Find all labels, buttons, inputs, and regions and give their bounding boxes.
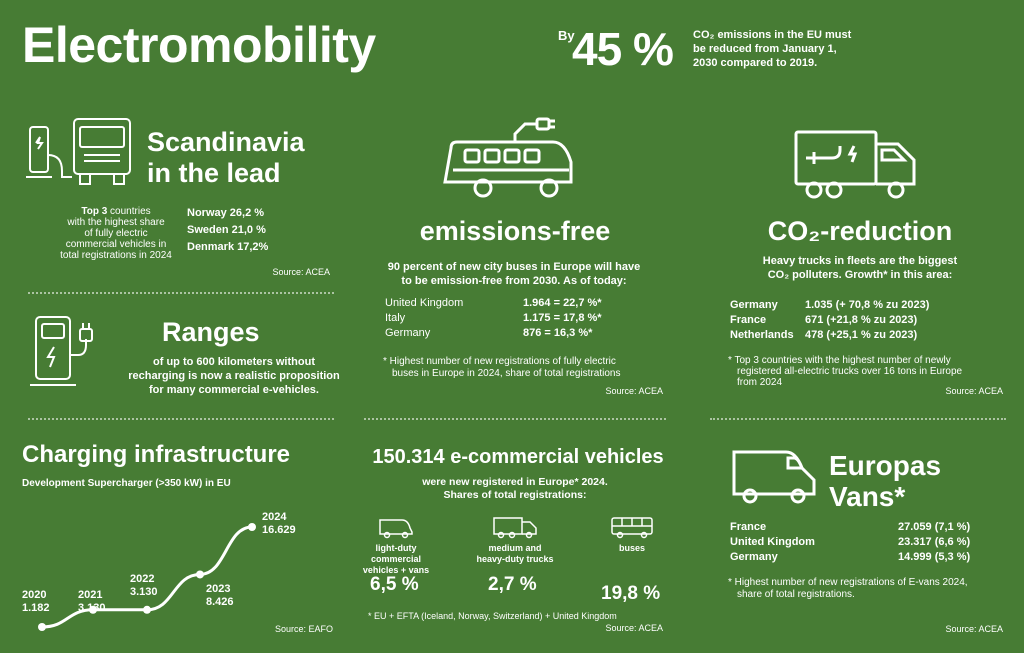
table-row: United Kingdom 1.964 = 22,7 %* bbox=[385, 297, 602, 309]
data-label: 3.130 bbox=[78, 602, 106, 614]
headline-percent: 45 % bbox=[572, 23, 673, 75]
data-point bbox=[248, 523, 256, 531]
ecommercial-subtitle: were new registered in Europe* 2024. Shares of total registrations: bbox=[422, 476, 608, 501]
headline-text: CO₂ emissions in the EU must be reduced from January 1, 2030 compared to 2019. bbox=[693, 29, 852, 69]
table-row: France 671 (+21,8 % zu 2023) bbox=[730, 314, 918, 326]
buses-title: emissions-free bbox=[419, 216, 611, 246]
buses-category-label: buses bbox=[618, 543, 645, 553]
list-item: Sweden 21,0 % bbox=[187, 224, 266, 236]
data-point bbox=[196, 570, 204, 578]
page-title: Electromobility bbox=[22, 17, 376, 73]
list-item: Norway 26,2 % bbox=[187, 207, 265, 219]
bus-icon bbox=[610, 516, 654, 538]
data-point bbox=[143, 606, 151, 614]
table-row: Germany 876 = 16,3 %* bbox=[385, 327, 593, 339]
ecommercial-note: * EU + EFTA (Iceland, Norway, Switzerland) + United Kingdom bbox=[368, 611, 617, 621]
table-row: Germany 14.999 (5,3 %) bbox=[730, 551, 971, 563]
charging-source: Source: EAFO bbox=[274, 624, 333, 634]
x-tick-label: 2022 bbox=[130, 573, 155, 585]
list-item: Denmark 17,2% bbox=[187, 241, 269, 253]
vans-title: Europas Vans* bbox=[829, 450, 942, 512]
ecommercial-source: Source: ACEA bbox=[605, 623, 663, 633]
ranges-text: of up to 600 kilometers without recharging is now a realistic proposition for many commercial e-vehicles. bbox=[128, 356, 340, 396]
delivery-van-icon bbox=[730, 448, 818, 504]
data-point bbox=[38, 623, 46, 631]
scandinavia-description: Top 3 countries with the highest share of fully electric commercial vehicles in total registrations in 2024 bbox=[60, 206, 172, 261]
table-row: United Kingdom 23.317 (6,6 %) bbox=[730, 536, 971, 548]
trucks-note: * Top 3 countries with the highest number of newly registered all-electric trucks over 16 tons in Europe from 2024 bbox=[728, 355, 963, 388]
trucks-title: CO₂-reduction bbox=[767, 216, 953, 246]
truck-icon bbox=[492, 516, 538, 538]
divider bbox=[710, 418, 1006, 420]
trucks-share-value: 2,7 % bbox=[488, 574, 537, 595]
x-tick-label: 2024 bbox=[262, 511, 287, 523]
trucks-category-label: medium and heavy-duty trucks bbox=[476, 543, 554, 564]
data-label: 8.426 bbox=[206, 596, 234, 608]
trucks-table bbox=[730, 298, 1000, 343]
vans-category-label: light-duty commercial vehicles + vans bbox=[362, 543, 430, 575]
table-row: Germany 1.035 (+ 70,8 % zu 2023) bbox=[730, 299, 930, 311]
buses-text: 90 percent of new city buses in Europe will have to be emission-free from 2030. As of today: bbox=[387, 261, 641, 287]
vans-note: * Highest number of new registrations of E-vans 2024, share of total registrations. bbox=[728, 577, 968, 600]
buses-source: Source: ACEA bbox=[605, 386, 663, 396]
electric-truck-icon bbox=[792, 128, 924, 200]
charging-title: Charging infrastructure bbox=[22, 441, 291, 468]
vans-source: Source: ACEA bbox=[945, 624, 1003, 634]
x-tick-label: 2020 bbox=[22, 589, 47, 601]
electric-bus-icon bbox=[445, 118, 585, 200]
ranges-title: Ranges bbox=[162, 317, 260, 347]
x-tick-label: 2021 bbox=[78, 589, 103, 601]
trucks-text: Heavy trucks in fleets are the biggest CO₂ polluters. Growth* in this area: bbox=[762, 255, 958, 281]
data-label: 16.629 bbox=[262, 524, 296, 536]
trucks-source: Source: ACEA bbox=[945, 386, 1003, 396]
table-row: Netherlands 478 (+25,1 % zu 2023) bbox=[730, 329, 918, 341]
table-row: Italy 1.175 = 17,8 %* bbox=[385, 312, 602, 324]
data-label: 3.130 bbox=[130, 586, 158, 598]
x-tick-label: 2023 bbox=[206, 583, 231, 595]
buses-table bbox=[385, 296, 655, 341]
divider bbox=[364, 418, 666, 420]
table-row: France 27.059 (7,1 %) bbox=[730, 521, 971, 533]
charging-subtitle: Development Supercharger (>350 kW) in EU bbox=[22, 478, 231, 489]
data-label: 1.182 bbox=[22, 602, 50, 614]
by-label: By bbox=[558, 28, 575, 43]
vans-table bbox=[730, 520, 1005, 565]
vans-share-value: 6,5 % bbox=[370, 574, 419, 595]
scandinavia-title: Scandinavia in the lead bbox=[147, 127, 305, 188]
ecommercial-title: 150.314 e-commercial vehicles bbox=[372, 446, 664, 468]
van-icon bbox=[378, 516, 414, 538]
buses-share-value: 19,8 % bbox=[601, 583, 661, 604]
scandinavia-source: Source: ACEA bbox=[272, 267, 330, 277]
buses-note: * Highest number of new registrations of fully electric buses in Europe in 2024, share of total registrations bbox=[383, 356, 621, 379]
